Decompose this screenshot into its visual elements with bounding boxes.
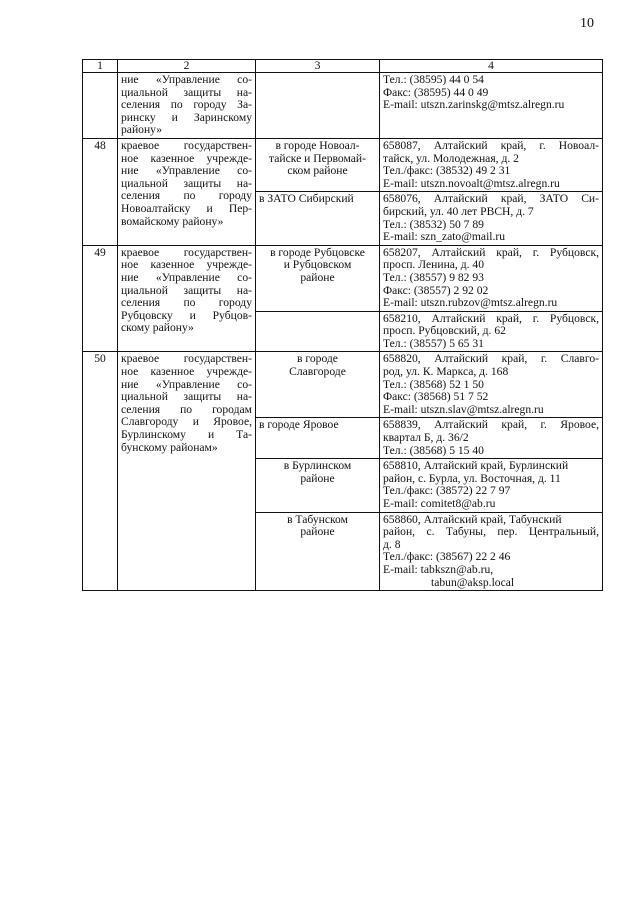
institution-name-line: ринску и Заринскому bbox=[121, 110, 252, 124]
contacts-cell bbox=[380, 245, 603, 311]
territory-line: в Табунском bbox=[287, 512, 348, 526]
contact-line: Факс: (38557) 2 92 02 bbox=[383, 283, 489, 297]
institution-name-line: району» bbox=[121, 123, 163, 137]
territory-cell bbox=[256, 352, 380, 418]
institution-name-line: Бурлинскому и Та- bbox=[121, 428, 252, 442]
institution-name-line: циальной защиты на- bbox=[121, 283, 252, 297]
institution-name-line: краевое государствен- bbox=[121, 138, 252, 152]
institution-name-line: ние «Управление со- bbox=[121, 270, 252, 284]
territory-line: Славгороде bbox=[289, 365, 346, 379]
institution-name-line: Славгороду и Яровое, bbox=[121, 415, 252, 429]
header-col-3: 3 bbox=[256, 60, 380, 73]
territory-line: районе bbox=[300, 525, 335, 539]
institutions-table bbox=[82, 59, 603, 591]
institution-name-line: селения по городу bbox=[121, 296, 252, 310]
page-number: 10 bbox=[580, 16, 594, 31]
contacts-cell bbox=[380, 512, 603, 591]
territory-cell bbox=[256, 512, 380, 591]
contact-line: бирский, ул. 40 лет РВСН, д. 7 bbox=[383, 204, 534, 218]
territory-line: и Рубцовском bbox=[283, 258, 352, 272]
contacts-cell bbox=[380, 138, 603, 191]
contact-line: 658210, Алтайский край, г. Рубцовск, bbox=[383, 311, 599, 325]
contact-line: просп. Рубцовский, д. 62 bbox=[383, 324, 506, 338]
contact-line: тайск, ул. Молодежная, д. 2 bbox=[383, 151, 519, 165]
institution-name-line: ное казенное учрежде- bbox=[121, 151, 252, 165]
territory-cell bbox=[256, 311, 380, 352]
territory-cell bbox=[256, 73, 380, 139]
territory-line: в городе Яровое bbox=[259, 418, 339, 432]
contact-line: Тел.: (38568) 5 15 40 bbox=[383, 443, 484, 457]
territory-cell bbox=[256, 459, 380, 512]
contact-line: район, с. Бурла, ул. Восточная, д. 11 bbox=[383, 471, 561, 485]
territory-line: районе bbox=[300, 471, 335, 485]
institution-name-line: циальной защиты на- bbox=[121, 390, 252, 404]
institution-name-line: циальной защиты на- bbox=[121, 85, 252, 99]
header-col-1: 1 bbox=[83, 60, 118, 73]
institution-name-cell bbox=[118, 73, 256, 139]
contact-line: просп. Ленина, д. 40 bbox=[383, 258, 485, 272]
contact-line: 658087, Алтайский край, г. Новоал- bbox=[383, 138, 599, 152]
institution-name-line: Рубцовску и Рубцов- bbox=[121, 308, 252, 322]
contacts-cell bbox=[380, 311, 603, 352]
email-line: E-mail: utszn.rubzov@mtsz.alregn.ru bbox=[383, 296, 558, 310]
email-line: E-mail: comitet8@ab.ru bbox=[383, 497, 496, 510]
territory-line: в городе Рубцовске bbox=[270, 245, 365, 259]
contact-line: Тел.: (38568) 52 1 50 bbox=[383, 377, 484, 391]
territory-cell bbox=[256, 418, 380, 459]
header-col-4: 4 bbox=[380, 60, 603, 73]
contact-line: 658207, Алтайский край, г. Рубцовск, bbox=[383, 245, 599, 259]
row-number-cell: 48 bbox=[83, 138, 118, 245]
institution-name-line: ние «Управление со- bbox=[121, 164, 252, 178]
contacts-cell bbox=[380, 73, 603, 139]
institution-name-line: Новоалтайску и Пер- bbox=[121, 201, 252, 215]
institution-name-line: бунскому районам» bbox=[121, 440, 218, 454]
institution-name-line: скому району» bbox=[121, 321, 194, 335]
row-number-cell bbox=[83, 73, 118, 139]
institution-name-line: вомайскому району» bbox=[121, 214, 224, 228]
institution-name-line: селения по городу bbox=[121, 189, 252, 203]
institution-name-line: ние «Управление со- bbox=[121, 377, 252, 391]
territory-cell bbox=[256, 245, 380, 311]
territory-cell bbox=[256, 138, 380, 191]
contact-line: род, ул. К. Маркса, д. 168 bbox=[383, 365, 509, 379]
institution-name-line: краевое государствен- bbox=[121, 352, 252, 366]
table-row bbox=[83, 73, 603, 139]
institution-name-line: селения по городу За- bbox=[121, 98, 252, 112]
contact-line: Факс: (38568) 51 7 52 bbox=[383, 390, 489, 404]
territory-cell bbox=[256, 192, 380, 245]
email-line: E-mail: utszn.novoalt@mtsz.alregn.ru bbox=[383, 176, 560, 190]
institution-name-line: ное казенное учрежде- bbox=[121, 258, 252, 272]
territory-line: тайске и Первомай- bbox=[269, 151, 366, 165]
contact-line: 658860, Алтайский край, Табунский bbox=[383, 512, 562, 526]
email-line: tabun@aksp.local bbox=[431, 575, 515, 589]
table-row bbox=[83, 352, 603, 418]
table-row bbox=[83, 138, 603, 191]
contact-line: район, с. Табуны, пер. Центральный, bbox=[383, 525, 599, 539]
territory-line: в городе bbox=[297, 352, 338, 366]
header-col-2: 2 bbox=[118, 60, 256, 73]
email-line: E-mail: utszn.zarinskg@mtsz.alregn.ru bbox=[383, 98, 565, 112]
contact-line: Тел.: (38595) 44 0 54 bbox=[383, 73, 484, 86]
contacts-cell bbox=[380, 192, 603, 245]
contacts-cell bbox=[380, 459, 603, 512]
territory-line: в ЗАТО Сибирский bbox=[259, 192, 354, 206]
contact-line: 658810, Алтайский край, Бурлинский bbox=[383, 459, 569, 473]
institution-name-line: краевое государствен- bbox=[121, 245, 252, 259]
contact-line: квартал Б, д. 36/2 bbox=[383, 431, 469, 445]
contact-line: Тел./факс: (38532) 49 2 31 bbox=[383, 164, 511, 178]
row-number-cell: 50 bbox=[83, 352, 118, 591]
contact-line: Тел.: (38557) 5 65 31 bbox=[383, 336, 484, 350]
institution-name-line: ние «Управление со- bbox=[121, 73, 252, 86]
contact-line: 658839, Алтайский край, г. Яровое, bbox=[383, 418, 599, 432]
email-line: E-mail: tabkszn@ab.ru, bbox=[383, 562, 494, 576]
territory-line: в Бурлинском bbox=[283, 459, 352, 473]
contacts-cell bbox=[380, 352, 603, 418]
contact-line: Тел.: (38532) 50 7 89 bbox=[383, 217, 484, 231]
email-line: E-mail: szn_zato@mail.ru bbox=[383, 230, 506, 244]
institution-name-line: циальной защиты на- bbox=[121, 176, 252, 190]
contact-line: Тел./факс: (38567) 22 2 46 bbox=[383, 550, 511, 564]
territory-line: районе bbox=[300, 270, 335, 284]
email-line: E-mail: utszn.slav@mtsz.alregn.ru bbox=[383, 402, 544, 416]
territory-line: в городе Новоал- bbox=[275, 138, 360, 152]
institution-name-line: ное казенное учрежде- bbox=[121, 365, 252, 379]
table-row bbox=[83, 245, 603, 311]
row-number-cell: 49 bbox=[83, 245, 118, 352]
institution-name-cell bbox=[118, 352, 256, 591]
contact-line: Тел./факс: (38572) 22 7 97 bbox=[383, 484, 511, 498]
contact-line: д. 8 bbox=[383, 537, 401, 551]
contact-line: Тел.: (38557) 9 82 93 bbox=[383, 270, 484, 284]
institution-name-cell bbox=[118, 245, 256, 352]
contact-line: 658076, Алтайский край, ЗАТО Си- bbox=[383, 192, 599, 206]
institution-name-cell bbox=[118, 138, 256, 245]
institution-name-line: селения по городам bbox=[121, 402, 252, 416]
contact-line: 658820, Алтайский край, г. Славго- bbox=[383, 352, 599, 366]
contact-line: Факс: (38595) 44 0 49 bbox=[383, 85, 489, 99]
table-header-row bbox=[83, 60, 603, 73]
territory-line: ском районе bbox=[287, 164, 348, 178]
contacts-cell bbox=[380, 418, 603, 459]
